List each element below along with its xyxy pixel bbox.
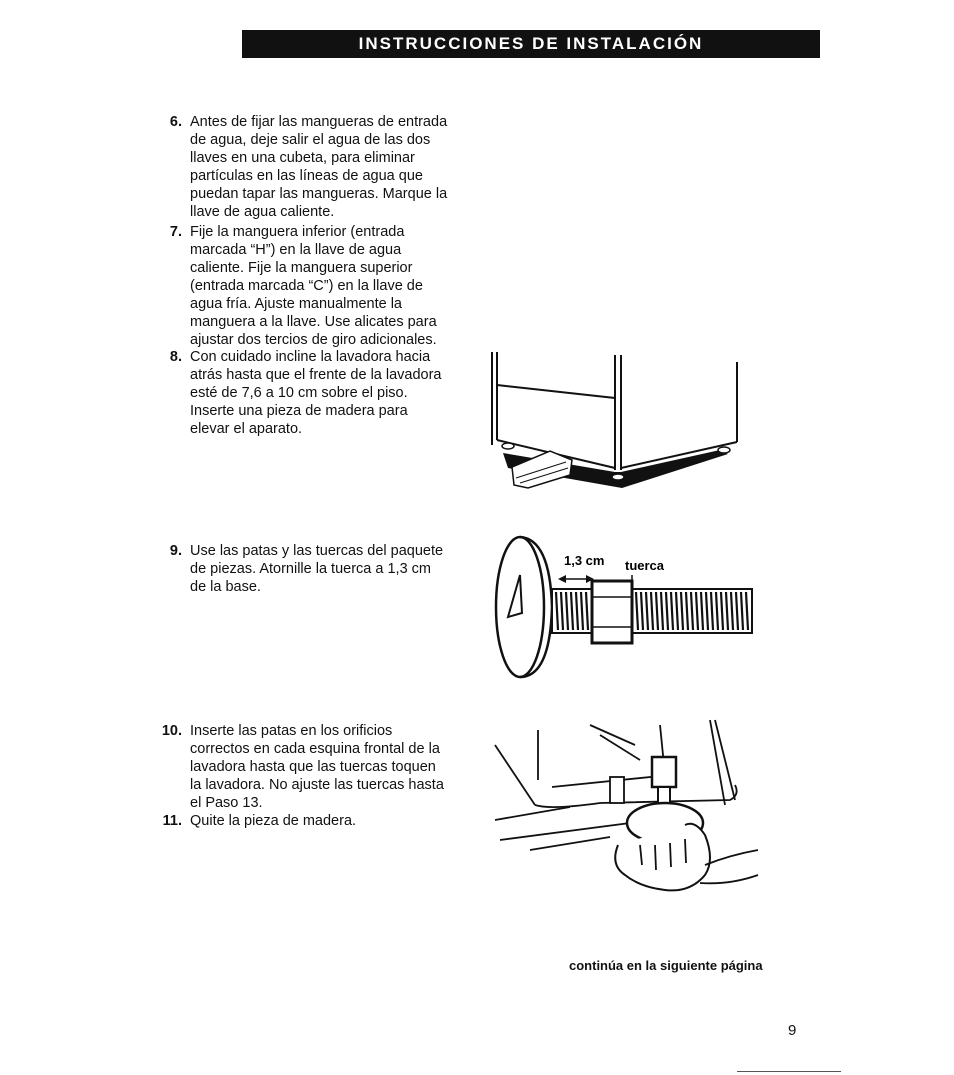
step-text: Use las patas y las tuercas del paquete de piezas. Atornille la tuerca a 1,3 cm de la base. <box>190 543 444 595</box>
step-number: 7. <box>169 224 182 240</box>
step-text: Antes de fijar las mangueras de entrada de agua, deje salir el agua de las dos llaves en una cubeta, para eliminar partículas en las líneas de agua que puedan tapar las mangueras. Marque la llave de agua caliente. <box>190 114 448 220</box>
step-number: 8. <box>169 349 182 365</box>
step-8 <box>160 348 442 438</box>
footer-rule <box>737 1071 841 1072</box>
step-number: 6. <box>169 114 182 130</box>
step-number: 10. <box>161 723 182 739</box>
step-text: Inserte las patas en los orificios correctos en cada esquina frontal de la lavadora hasta que las tuercas toquen la lavadora. No ajuste las tuercas hasta el Paso 13. <box>190 723 444 811</box>
measure-label: 1,3 cm <box>564 553 605 568</box>
step-text: Con cuidado incline la lavadora hacia atrás hasta que el frente de la lavadora esté de 7,6 a 10 cm sobre el piso. Inserte una pieza de madera para elevar el aparato. <box>190 349 442 437</box>
step-text: Fije la manguera inferior (entrada marcada “H”) en la llave de agua caliente. Fije la manguera superior (entrada marcada “C”) en la llave de agua fría. Ajuste manualmente la manguera a la llave. Use alicates para ajustar dos tercios de giro adicionales. <box>190 224 437 348</box>
step-11 <box>160 812 356 830</box>
step-10 <box>160 722 444 812</box>
nut-label: tuerca <box>625 558 665 573</box>
continues-note: continúa en la siguiente página <box>569 958 763 973</box>
section-header <box>242 30 820 58</box>
step-number: 9. <box>169 543 182 559</box>
step-number: 11. <box>162 813 182 829</box>
step-7 <box>160 223 437 349</box>
leveling-leg-illustration <box>488 535 763 685</box>
section-title: INSTRUCCIONES DE INSTALACIÓN <box>358 34 704 53</box>
step-9 <box>160 542 443 596</box>
leg-installation-illustration <box>490 715 765 905</box>
page-number: 9 <box>788 1022 797 1039</box>
washer-tilt-illustration <box>488 350 748 495</box>
step-text: Quite la pieza de madera. <box>190 813 357 829</box>
step-6 <box>160 113 447 221</box>
